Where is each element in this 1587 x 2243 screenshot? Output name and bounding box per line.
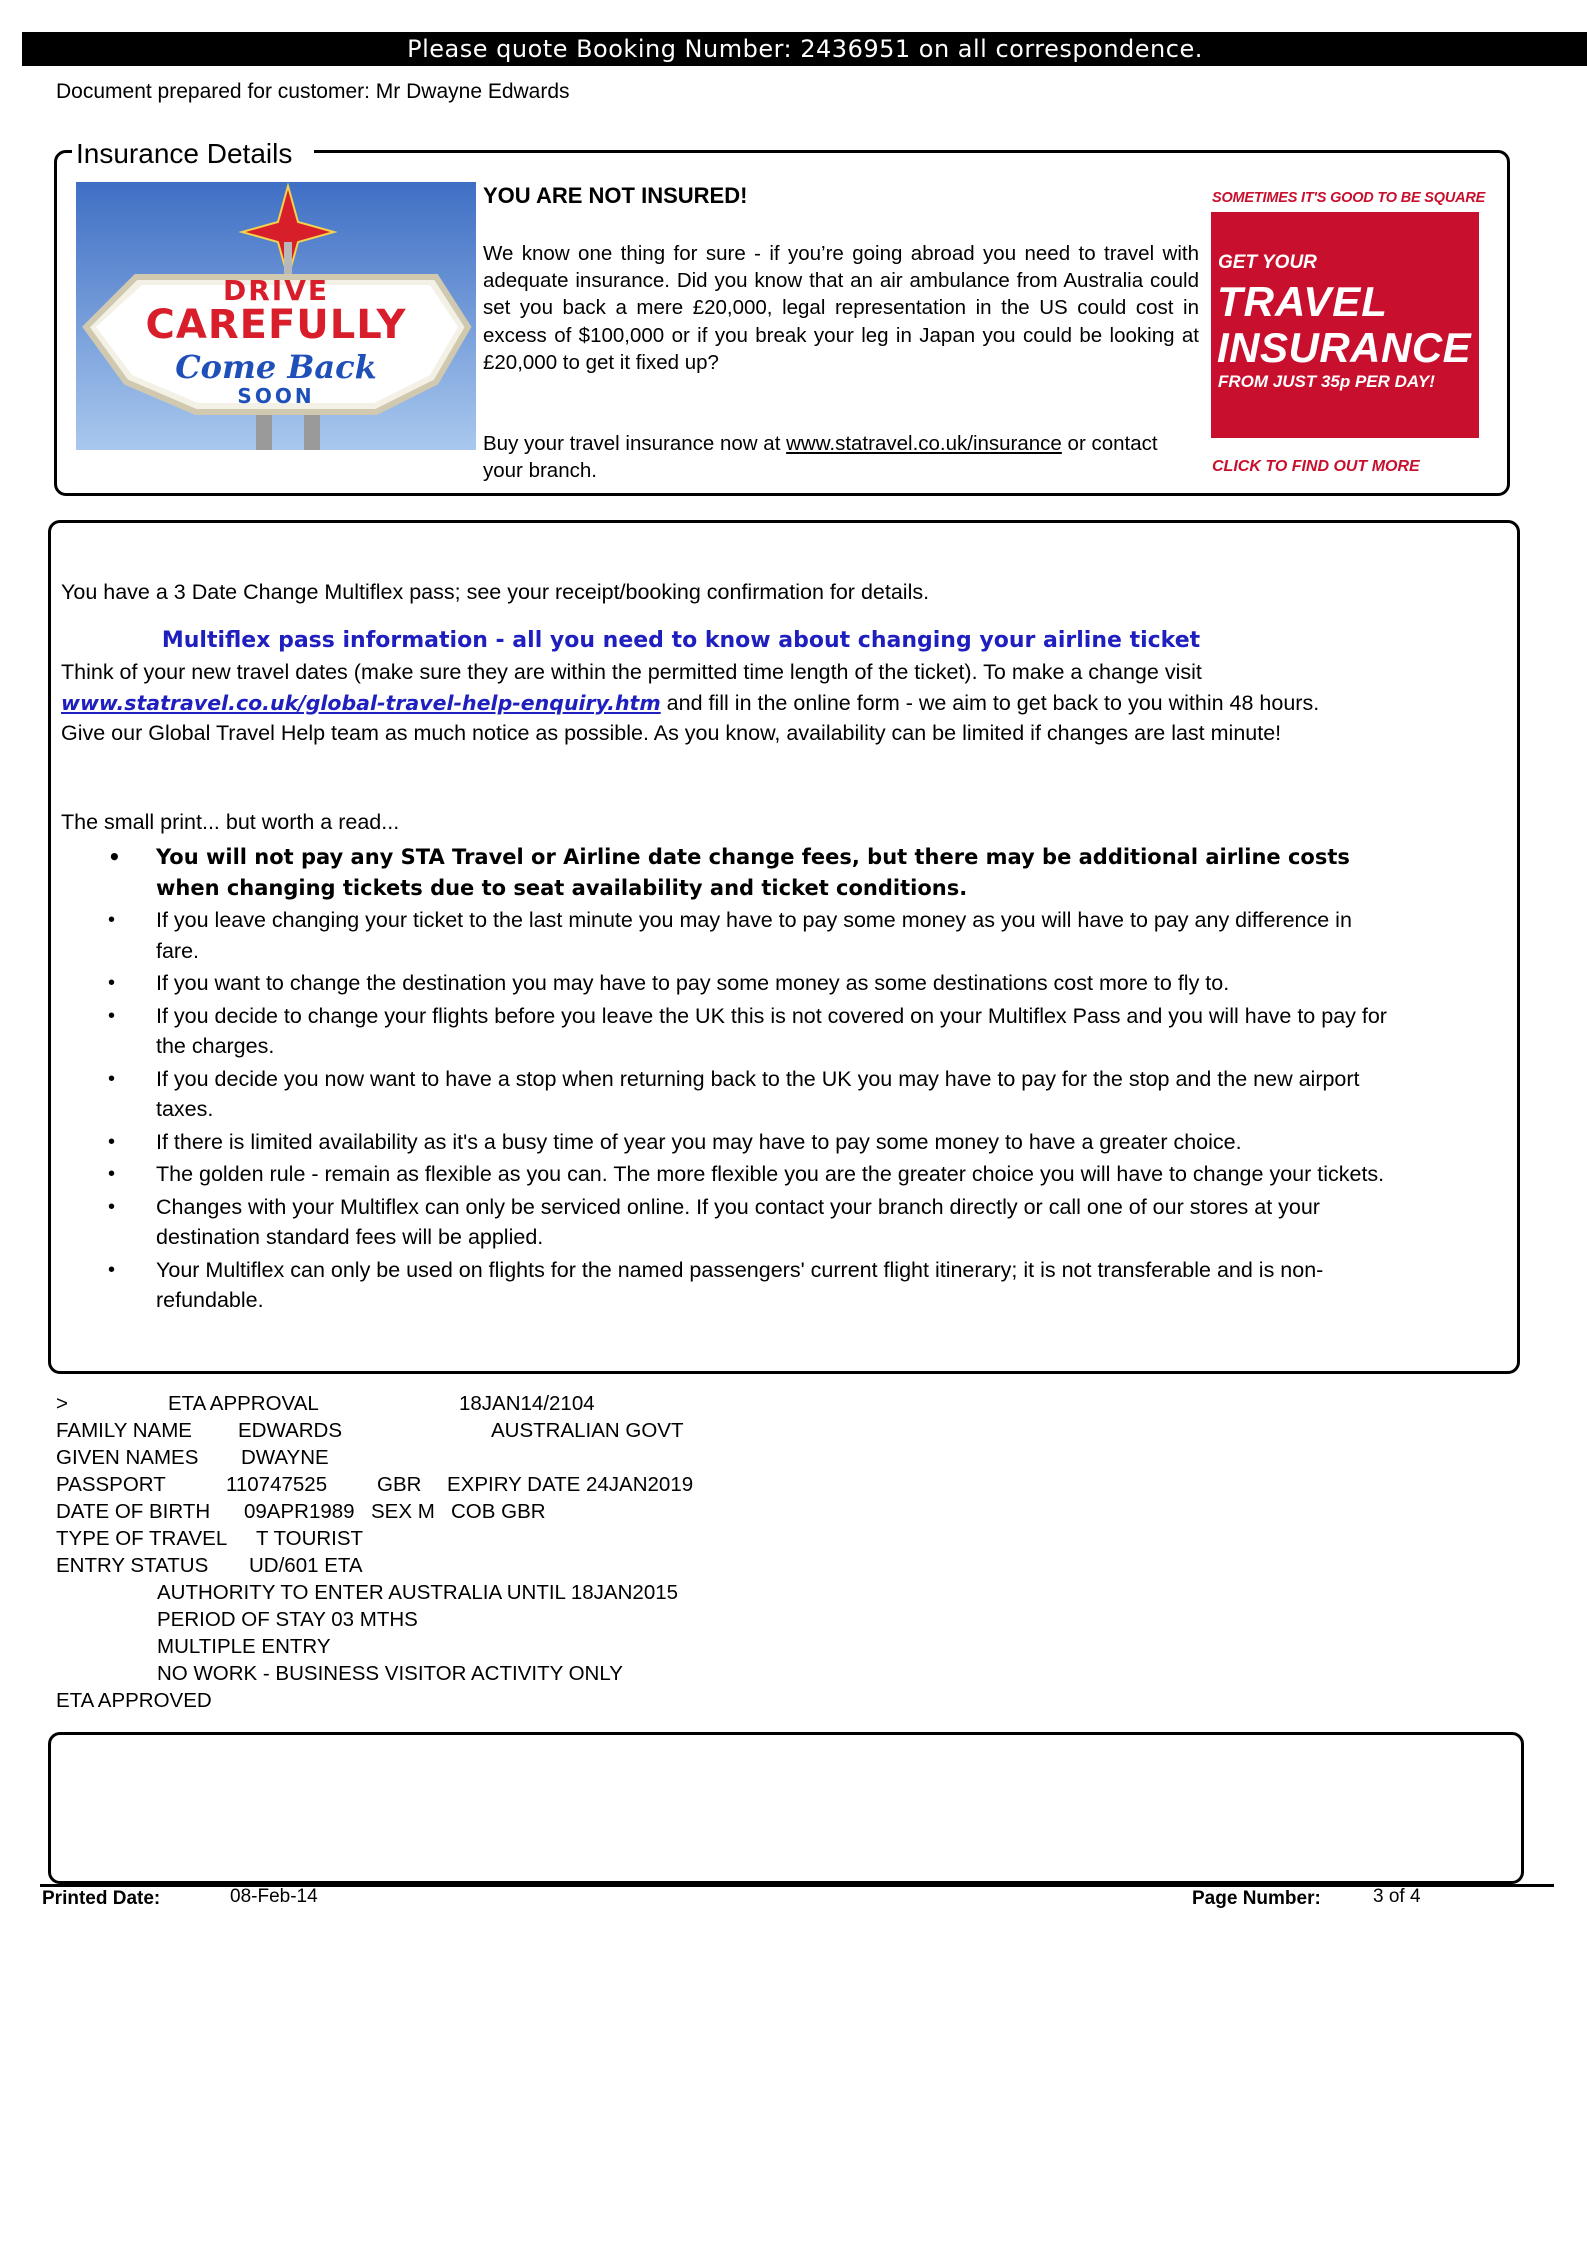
- ad-click-link[interactable]: CLICK TO FIND OUT MORE: [1212, 458, 1420, 475]
- insurance-paragraph: We know one thing for sure - if you’re going abroad you need to travel with adequate insurance. Did you know that an air ambulance from Australia could set you back a mere £20,000, legal representation in the US could cost in excess of $100,000 or if you break your leg in Japan you could be looking at £20,000 to get it fixed up?: [483, 242, 1199, 374]
- drive-carefully-image: [76, 182, 476, 450]
- list-item: • If you decide you now want to have a stop when returning back to the UK you may have to pay for the stop and the new airport taxes.: [106, 1064, 1396, 1125]
- list-item: • If you decide to change your flights before you leave the UK this is not covered on your Multiflex Pass and you will have to pay for the charges.: [106, 1001, 1396, 1062]
- global-travel-help-link[interactable]: www.statravel.co.uk/global-travel-help-enquiry.htm: [61, 690, 661, 715]
- cob-value: COB GBR: [451, 1500, 546, 1523]
- printed-date-value: 08-Feb-14: [230, 1886, 318, 1907]
- authority-line: AUTHORITY TO ENTER AUSTRALIA UNTIL 18JAN2015: [157, 1581, 679, 1604]
- ad-tagline: SOMETIMES IT'S GOOD TO BE SQUARE: [1212, 190, 1486, 206]
- empty-notes-box: [48, 1732, 1524, 1884]
- list-item: • If you leave changing your ticket to the last minute you may have to pay some money as you will have to pay any difference in fare.: [106, 905, 1396, 966]
- ad-price: FROM JUST 35p PER DAY!: [1218, 372, 1435, 391]
- travel-type-value: T TOURIST: [256, 1527, 364, 1550]
- sign-soon: SOON: [237, 384, 315, 408]
- list-item: • The golden rule - remain as flexible as you can. The more flexible you are the greater choice you will have to change your tickets.: [106, 1159, 1396, 1190]
- insurance-buy-text: [483, 430, 1203, 484]
- given-names-label: GIVEN NAMES: [56, 1446, 199, 1469]
- passport-country: GBR: [377, 1473, 422, 1496]
- multiflex-paragraph: [61, 657, 1361, 749]
- govt-label: AUSTRALIAN GOVT: [491, 1419, 684, 1442]
- ad-travel: TRAVEL: [1217, 278, 1388, 325]
- multiflex-heading: Multiflex pass information - all you need to know about changing your airline ticket: [161, 628, 1201, 653]
- no-work-line: NO WORK - BUSINESS VISITOR ACTIVITY ONLY: [157, 1662, 623, 1685]
- buy-prefix: Buy your travel insurance now at: [483, 432, 787, 455]
- list-item: • If you want to change the destination you may have to pay some money as some destinations cost more to fly to.: [106, 968, 1396, 999]
- travel-insurance-ad[interactable]: [1211, 212, 1479, 438]
- booking-number-banner: Please quote Booking Number: 2436951 on all correspondence.: [22, 32, 1587, 66]
- eta-timestamp: 18JAN14/2104: [459, 1392, 595, 1415]
- family-name-value: EDWARDS: [238, 1419, 343, 1442]
- mf-para-prefix: Think of your new travel dates (make sure they are within the permitted time length of the ticket). To make a change visit: [61, 660, 1202, 684]
- mf-para-suffix: and fill in the online form - we aim to get back to you within 48 hours. Give our Global Travel Help team as much notice as possible. As you know, availability can be limited if changes are last minute!: [61, 690, 1320, 745]
- customer-line: Document prepared for customer: Mr Dwayne Edwards: [56, 80, 570, 103]
- sign-come-back: Come Back: [175, 348, 377, 386]
- insurance-legend: Insurance Details: [72, 138, 314, 170]
- sign-drive: DRIVE: [222, 274, 330, 307]
- dob-label: DATE OF BIRTH: [56, 1500, 211, 1523]
- passport-label: PASSPORT: [56, 1473, 166, 1496]
- ad-insurance: INSURANCE: [1217, 324, 1472, 371]
- buy-suffix: or contact your branch.: [483, 432, 1158, 483]
- small-print-list: [106, 842, 1396, 1318]
- list-item: • Changes with your Multiflex can only be serviced online. If you contact your branch directly or call one of our stores at your destination standard fees will be applied.: [106, 1192, 1396, 1253]
- given-names-value: DWAYNE: [241, 1446, 329, 1469]
- page-number-label: Page Number:: [1192, 1888, 1321, 1909]
- expiry-date: EXPIRY DATE 24JAN2019: [447, 1473, 694, 1496]
- period-line: PERIOD OF STAY 03 MTHS: [157, 1608, 418, 1631]
- dob-value: 09APR1989: [244, 1500, 355, 1523]
- entry-status-value: UD/601 ETA: [249, 1554, 363, 1577]
- page-number-value: 3 of 4: [1373, 1886, 1421, 1907]
- eta-title: ETA APPROVAL: [168, 1392, 319, 1415]
- travel-type-label: TYPE OF TRAVEL: [56, 1527, 228, 1550]
- sign-carefully: CAREFULLY: [145, 302, 407, 348]
- list-item: • You will not pay any STA Travel or Airline date change fees, but there may be additional airline costs when changing tickets due to seat availability and ticket conditions.: [106, 842, 1396, 903]
- small-print-title: The small print... but worth a read...: [61, 810, 400, 834]
- family-name-label: FAMILY NAME: [56, 1419, 192, 1442]
- multiflex-intro: You have a 3 Date Change Multiflex pass; see your receipt/booking confirmation for details.: [61, 580, 930, 604]
- entry-status-label: ENTRY STATUS: [56, 1554, 209, 1577]
- sex-value: SEX M: [371, 1500, 435, 1523]
- multiple-entry-line: MULTIPLE ENTRY: [157, 1635, 331, 1658]
- list-item: • Your Multiflex can only be used on flights for the named passengers' current flight itinerary; it is not transferable and is non-refundable.: [106, 1255, 1396, 1316]
- insurance-link[interactable]: www.statravel.co.uk/insurance: [786, 432, 1062, 455]
- eta-approved-line: ETA APPROVED: [56, 1689, 212, 1712]
- list-item: • If there is limited availability as it's a busy time of year you may have to pay some money to have a greater choice.: [106, 1127, 1396, 1158]
- not-insured-heading: YOU ARE NOT INSURED!: [483, 183, 748, 208]
- passport-value: 110747525: [226, 1473, 328, 1496]
- printed-date-label: Printed Date:: [42, 1888, 161, 1909]
- ad-get-your: GET YOUR: [1218, 252, 1317, 273]
- eta-arrow: >: [56, 1392, 68, 1415]
